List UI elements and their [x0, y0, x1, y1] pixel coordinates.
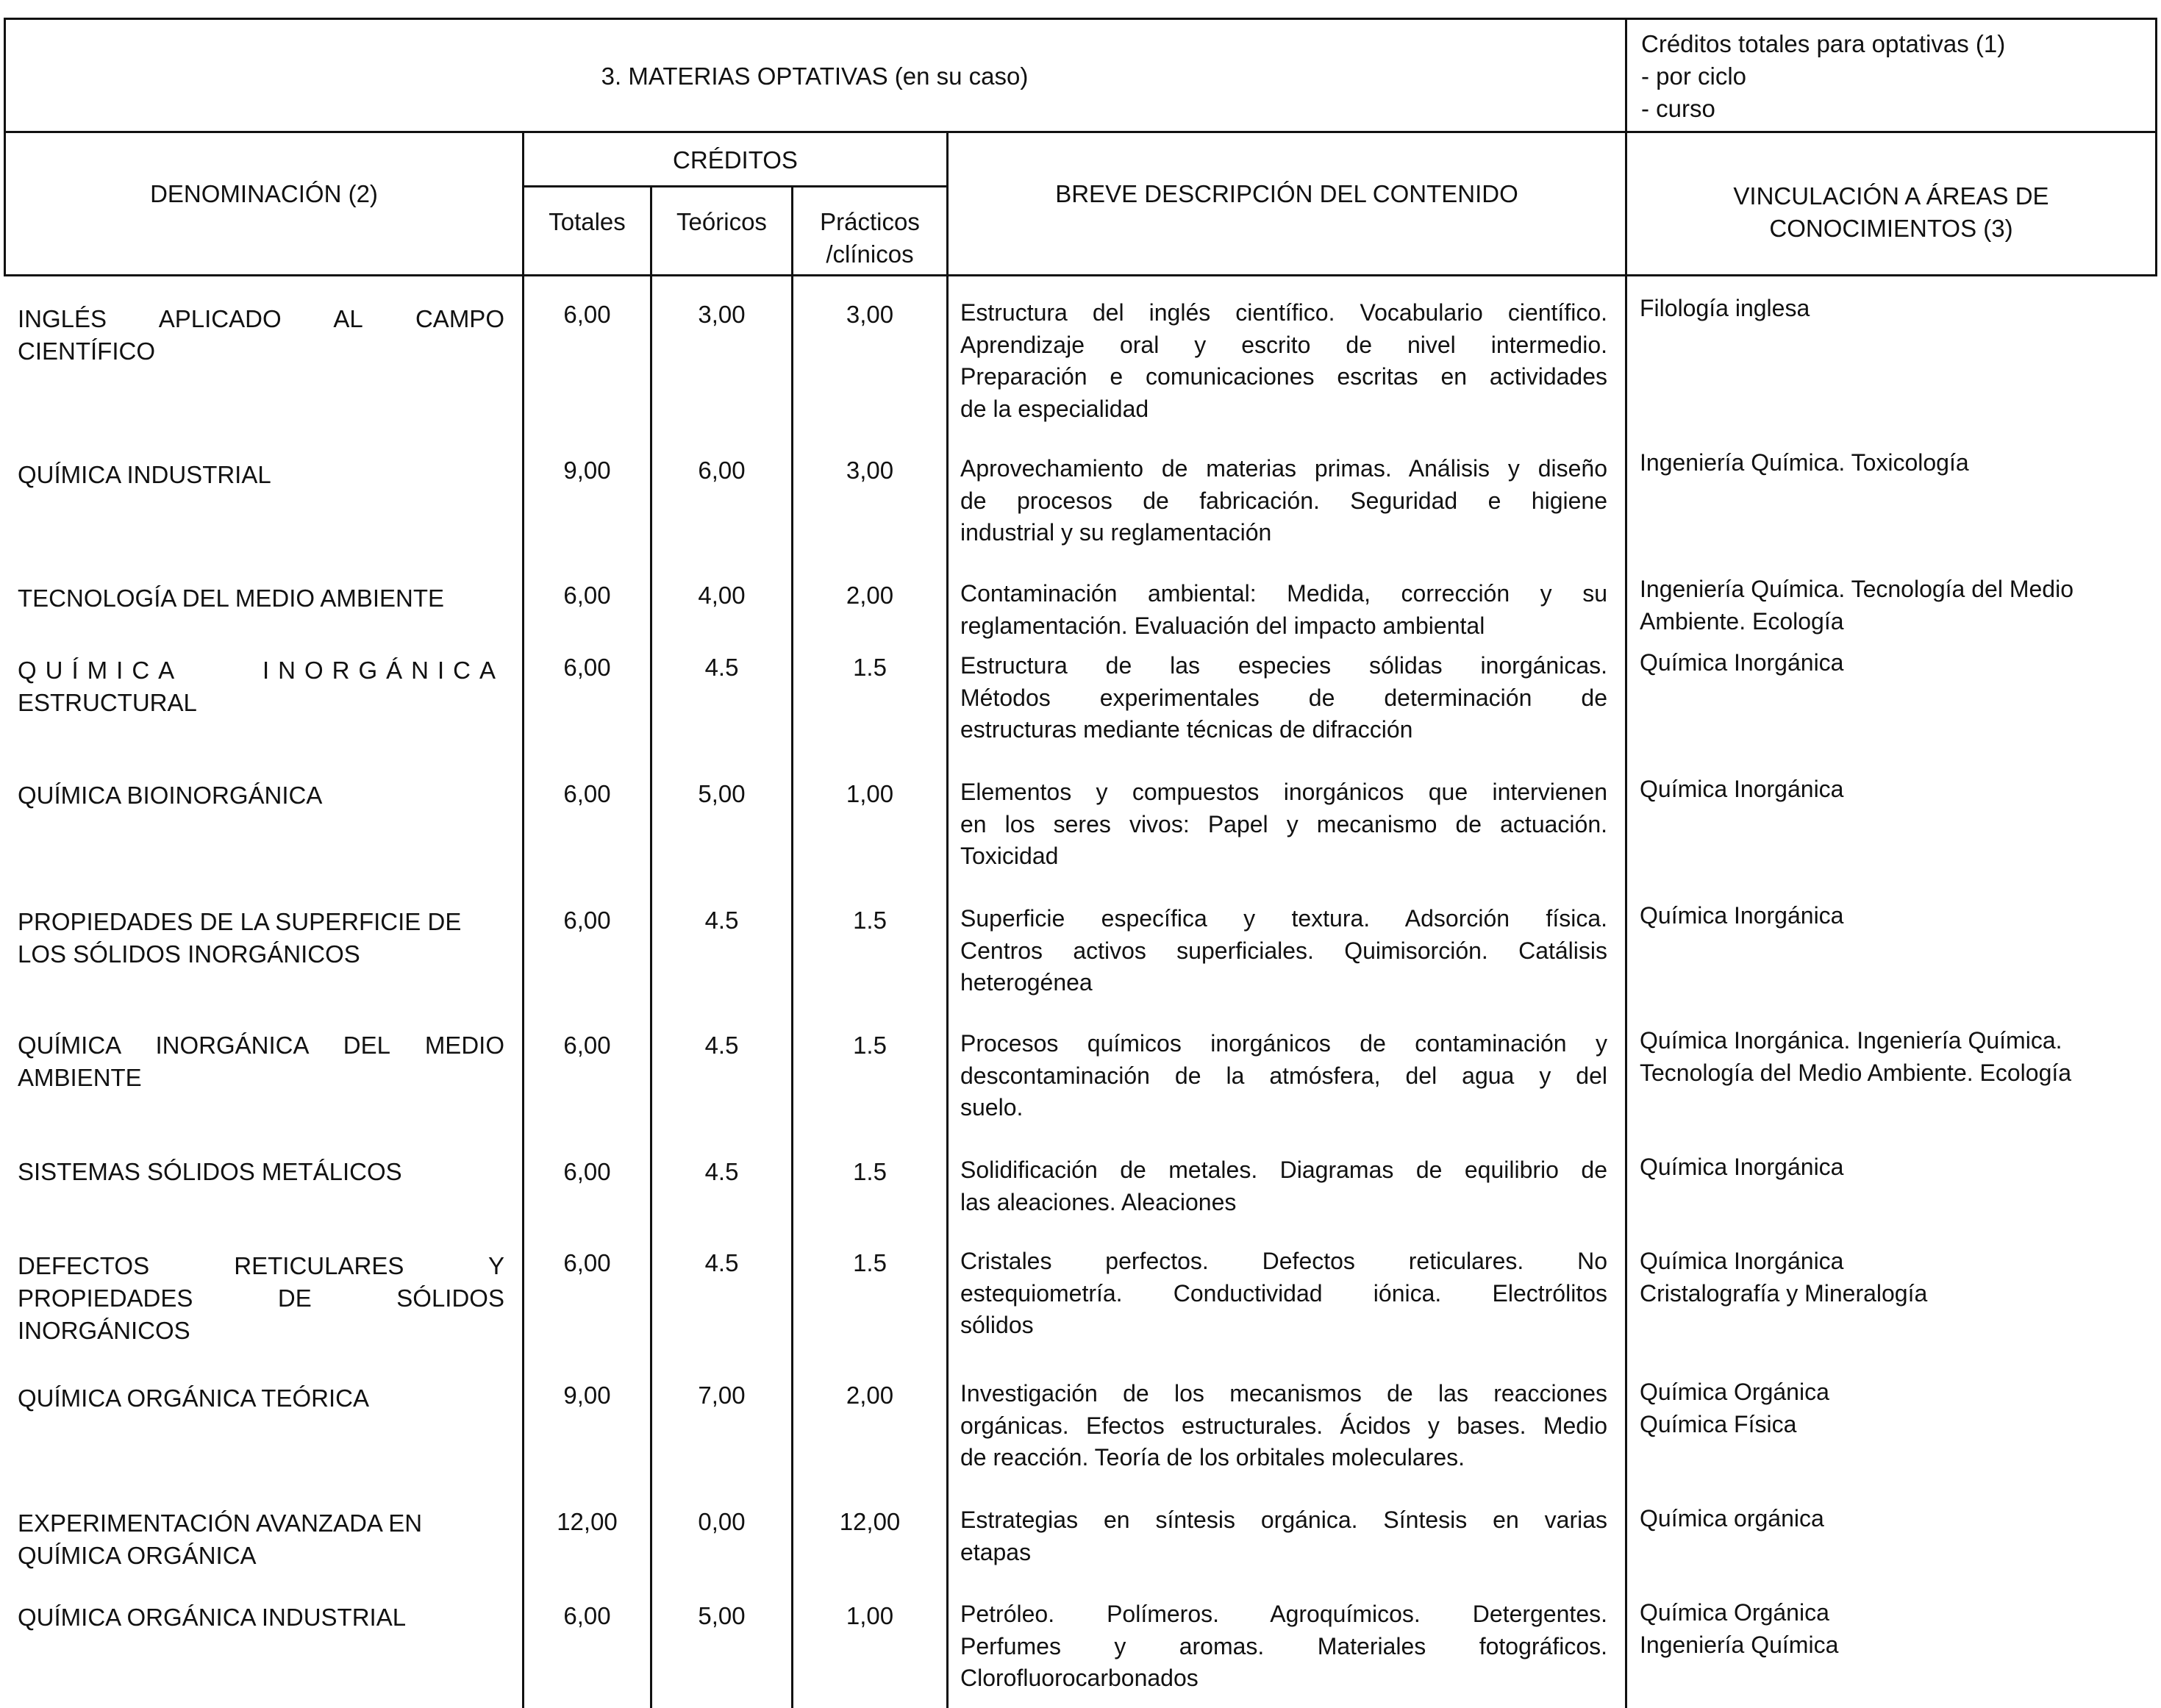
row-desc-line: Estrategias en síntesis orgánica. Síntesis en varias	[960, 1507, 1607, 1533]
col-header-vinculacion-line: VINCULACIÓN A ÁREAS DE	[1733, 182, 2049, 210]
row-practicos: 3,00	[846, 457, 894, 484]
row-desc-line: Solidificación de metales. Diagramas de equilibrio de	[960, 1157, 1607, 1183]
header-bottom-border	[4, 274, 2157, 276]
row-descripcion	[960, 1598, 1607, 1695]
row-totales: 9,00	[563, 457, 611, 484]
col-sep-totales	[650, 185, 652, 1708]
row-areas	[1640, 1597, 2147, 1661]
row-denominacion	[18, 1382, 504, 1415]
row-denominacion-line: QUÍMICA BIOINORGÁNICA	[18, 782, 323, 809]
row-area-line: Filología inglesa	[1640, 295, 1810, 321]
row-area-line: Química Inorgánica	[1640, 776, 1844, 802]
row-denominacion	[18, 1156, 504, 1188]
row-desc-line: Investigación de los mecanismos de las reacciones	[960, 1380, 1607, 1407]
row-area-line: Cristalografía y Mineralogía	[1640, 1279, 1928, 1307]
header-divider	[4, 131, 2157, 133]
row-denominacion	[18, 1250, 504, 1347]
row-practicos: 1.5	[853, 1158, 887, 1185]
row-desc-line: suelo.	[960, 1094, 1024, 1121]
col-sep-practicos	[946, 131, 949, 1708]
col-header-descripcion: BREVE DESCRIPCIÓN DEL CONTENIDO	[1055, 180, 1518, 207]
col-header-totales: Totales	[549, 208, 626, 235]
row-denominacion	[18, 303, 504, 368]
row-denominacion-line: SISTEMAS SÓLIDOS METÁLICOS	[18, 1158, 402, 1185]
row-practicos: 2,00	[846, 1382, 894, 1409]
row-teoricos: 5,00	[698, 780, 746, 807]
credits-total-line: Créditos totales para optativas (1)	[1641, 30, 2006, 57]
row-denominacion-line: INGLÉS APLICADO AL CAMPO	[18, 305, 504, 332]
row-desc-line: de la especialidad	[960, 395, 1149, 422]
row-descripcion	[960, 1154, 1607, 1218]
col-header-practicos	[793, 206, 946, 271]
row-descripcion	[960, 903, 1607, 999]
row-areas	[1640, 1151, 2147, 1184]
row-area-line: Química Orgánica	[1640, 1379, 1829, 1405]
row-denominacion-line: QUÍMICA ORGÁNICA TEÓRICA	[18, 1384, 369, 1412]
col-header-teoricos: Teóricos	[676, 208, 767, 235]
row-denominacion	[18, 1601, 504, 1634]
col-header-practicos-line: Prácticos	[820, 208, 920, 235]
row-denominacion-line: QUÍMICA ORGÁNICA INDUSTRIAL	[18, 1604, 407, 1631]
row-denominacion-line: INORGÁNICOS	[18, 1317, 190, 1344]
row-denominacion	[18, 654, 504, 719]
row-denominacion-line: CIENTÍFICO	[18, 337, 155, 365]
row-descripcion	[960, 1504, 1607, 1568]
row-denominacion-line: TECNOLOGÍA DEL MEDIO AMBIENTE	[18, 585, 445, 612]
row-areas	[1640, 293, 2147, 325]
row-desc-line: de reacción. Teoría de los orbitales moleculares.	[960, 1444, 1465, 1471]
row-totales: 6,00	[563, 780, 611, 807]
row-teoricos: 3,00	[698, 301, 746, 328]
row-teoricos: 5,00	[698, 1602, 746, 1629]
row-desc-line: Estructura de las especies sólidas inorgánicas.	[960, 652, 1607, 679]
row-denominacion-line: QUÍMICA INORGÁNICA	[18, 657, 504, 684]
row-desc-line: Aprendizaje oral y escrito de nivel intermedio.	[960, 331, 1607, 358]
row-totales: 9,00	[563, 1382, 611, 1409]
row-desc-line: las aleaciones. Aleaciones	[960, 1188, 1237, 1215]
row-area-line: Química Inorgánica	[1640, 1154, 1844, 1180]
row-areas	[1640, 573, 2154, 637]
row-totales: 6,00	[563, 301, 611, 328]
col-sep-desc	[1625, 18, 1627, 1708]
row-area-line: Química Inorgánica	[1640, 649, 1844, 676]
row-totales: 6,00	[563, 582, 611, 609]
row-denominacion	[18, 1507, 504, 1572]
row-denominacion-line: LOS SÓLIDOS INORGÁNICOS	[18, 940, 360, 968]
row-descripcion	[960, 297, 1607, 425]
row-desc-line: Preparación e comunicaciones escritas en actividades	[960, 363, 1607, 390]
credits-total-line: - curso	[1641, 95, 1715, 122]
row-desc-line: Aprovechamiento de materias primas. Análisis y diseño	[960, 455, 1607, 482]
col-header-creditos: CRÉDITOS	[673, 146, 798, 174]
row-denominacion	[18, 1029, 504, 1094]
table-right-border	[2155, 18, 2157, 276]
row-area-line: Química Física	[1640, 1410, 1797, 1437]
row-desc-line: Contaminación ambiental: Medida, corrección y su	[960, 580, 1607, 607]
row-totales: 6,00	[563, 654, 611, 681]
row-teoricos: 4.5	[704, 1249, 739, 1276]
row-areas	[1640, 447, 2147, 479]
row-area-line: Química Inorgánica. Ingeniería Química.	[1640, 1027, 2062, 1054]
row-totales: 6,00	[563, 907, 611, 934]
row-denominacion-line: DEFECTOS RETICULARES Y	[18, 1252, 504, 1279]
row-desc-line: orgánicas. Efectos estructurales. Ácidos y bases. Medio	[960, 1412, 1607, 1439]
credits-total-line: - por ciclo	[1641, 62, 1747, 90]
row-totales: 6,00	[563, 1249, 611, 1276]
row-descripcion	[960, 453, 1607, 549]
row-areas	[1640, 1025, 2154, 1089]
row-denominacion	[18, 906, 504, 971]
row-practicos: 1.5	[853, 1249, 887, 1276]
row-desc-line: Métodos experimentales de determinación de	[960, 684, 1607, 711]
row-desc-line: reglamentación. Evaluación del impacto ambiental	[960, 612, 1485, 639]
row-denominacion-line: AMBIENTE	[18, 1064, 142, 1091]
row-area-line: Ingeniería Química	[1640, 1631, 1839, 1658]
row-area-line: Tecnología del Medio Ambiente. Ecología	[1640, 1059, 2072, 1086]
row-teoricos: 6,00	[698, 457, 746, 484]
table-top-border	[4, 18, 2157, 20]
row-teoricos: 4.5	[704, 654, 739, 681]
row-denominacion-line: ESTRUCTURAL	[18, 689, 197, 716]
row-teoricos: 7,00	[698, 1382, 746, 1409]
row-practicos: 12,00	[839, 1508, 901, 1535]
section-title: 3. MATERIAS OPTATIVAS (en su caso)	[601, 62, 1029, 90]
row-areas	[1640, 1246, 2147, 1309]
row-descripcion	[960, 1378, 1607, 1474]
row-teoricos: 4.5	[704, 1032, 739, 1059]
row-area-line: Ingeniería Química. Toxicología	[1640, 449, 1969, 476]
row-desc-line: descontaminación de la atmósfera, del agua y del	[960, 1062, 1607, 1089]
row-totales: 6,00	[563, 1158, 611, 1185]
row-teoricos: 0,00	[698, 1508, 746, 1535]
row-denominacion	[18, 582, 504, 615]
row-desc-line: sólidos	[960, 1312, 1034, 1338]
row-areas	[1640, 647, 2147, 679]
row-practicos: 1.5	[853, 1032, 887, 1059]
row-denominacion	[18, 459, 504, 491]
row-descripcion	[960, 578, 1607, 642]
table-left-border	[4, 18, 6, 276]
row-desc-line: estequiometría. Conductividad iónica. Electrólitos	[960, 1279, 1607, 1307]
row-descripcion	[960, 650, 1607, 746]
col-header-denominacion: DENOMINACIÓN (2)	[150, 180, 378, 207]
row-desc-line: industrial y su reglamentación	[960, 519, 1272, 546]
row-area-line: Química orgánica	[1640, 1505, 1824, 1532]
row-desc-line: de procesos de fabricación. Seguridad e higiene	[960, 487, 1607, 514]
col-header-vinculacion-line: CONOCIMIENTOS (3)	[1769, 215, 2013, 242]
row-practicos: 1,00	[846, 1602, 894, 1629]
row-denominacion-line: PROPIEDADES DE LA SUPERFICIE DE	[18, 908, 462, 935]
row-area-line: Química Inorgánica	[1640, 902, 1844, 929]
row-practicos: 3,00	[846, 301, 894, 328]
row-denominacion-line: QUÍMICA INORGÁNICA DEL MEDIO	[18, 1032, 504, 1059]
row-desc-line: Cristales perfectos. Defectos reticulares. No	[960, 1248, 1607, 1274]
row-desc-line: Elementos y compuestos inorgánicos que intervienen	[960, 779, 1607, 805]
row-denominacion-line: PROPIEDADES DE SÓLIDOS	[18, 1284, 504, 1312]
row-desc-line: estructuras mediante técnicas de difracción	[960, 716, 1413, 743]
row-teoricos: 4.5	[704, 1158, 739, 1185]
col-sep-teoricos	[791, 185, 793, 1708]
row-totales: 6,00	[563, 1602, 611, 1629]
row-desc-line: Toxicidad	[960, 843, 1059, 869]
row-areas	[1640, 1376, 2147, 1440]
row-desc-line: Perfumes y aromas. Materiales fotográficos.	[960, 1632, 1607, 1659]
row-area-line: Química Inorgánica	[1640, 1248, 1844, 1274]
row-denominacion	[18, 779, 504, 812]
row-denominacion-line: EXPERIMENTACIÓN AVANZADA EN	[18, 1509, 423, 1537]
row-descripcion	[960, 1028, 1607, 1124]
row-practicos: 1.5	[853, 654, 887, 681]
row-desc-line: en los seres vivos: Papel y mecanismo de actuación.	[960, 810, 1607, 837]
row-areas	[1640, 1503, 2147, 1535]
row-desc-line: Estructura del inglés científico. Vocabulario científico.	[960, 299, 1607, 326]
row-practicos: 2,00	[846, 582, 894, 609]
row-area-line: Química Orgánica	[1640, 1599, 1829, 1626]
row-denominacion-line: QUÍMICA ORGÁNICA	[18, 1542, 257, 1569]
row-totales: 6,00	[563, 1032, 611, 1059]
row-desc-line: Centros activos superficiales. Quimisorción. Catálisis	[960, 937, 1607, 964]
row-desc-line: Petróleo. Polímeros. Agroquímicos. Detergentes.	[960, 1601, 1607, 1627]
row-desc-line: Procesos químicos inorgánicos de contaminación y	[960, 1030, 1607, 1057]
creditos-divider	[524, 185, 949, 187]
row-desc-line: Superficie específica y textura. Adsorción física.	[960, 905, 1607, 932]
row-desc-line: etapas	[960, 1538, 1032, 1565]
row-area-line: Ambiente. Ecología	[1640, 607, 1844, 635]
row-totales: 12,00	[557, 1508, 618, 1535]
row-desc-line: heterogénea	[960, 969, 1093, 996]
row-desc-line: Clorofluorocarbonados	[960, 1665, 1199, 1691]
row-area-line: Ingeniería Química. Tecnología del Medio	[1640, 576, 2074, 602]
credits-total-block	[1641, 28, 2149, 125]
row-descripcion	[960, 1246, 1607, 1342]
col-header-vinculacion	[1627, 180, 2155, 245]
row-areas	[1640, 900, 2147, 932]
row-practicos: 1.5	[853, 907, 887, 934]
row-areas	[1640, 773, 2147, 806]
row-denominacion-line: QUÍMICA INDUSTRIAL	[18, 461, 271, 488]
row-teoricos: 4.5	[704, 907, 739, 934]
col-header-practicos-line: /clínicos	[826, 240, 914, 268]
row-descripcion	[960, 776, 1607, 873]
row-practicos: 1,00	[846, 780, 894, 807]
row-teoricos: 4,00	[698, 582, 746, 609]
